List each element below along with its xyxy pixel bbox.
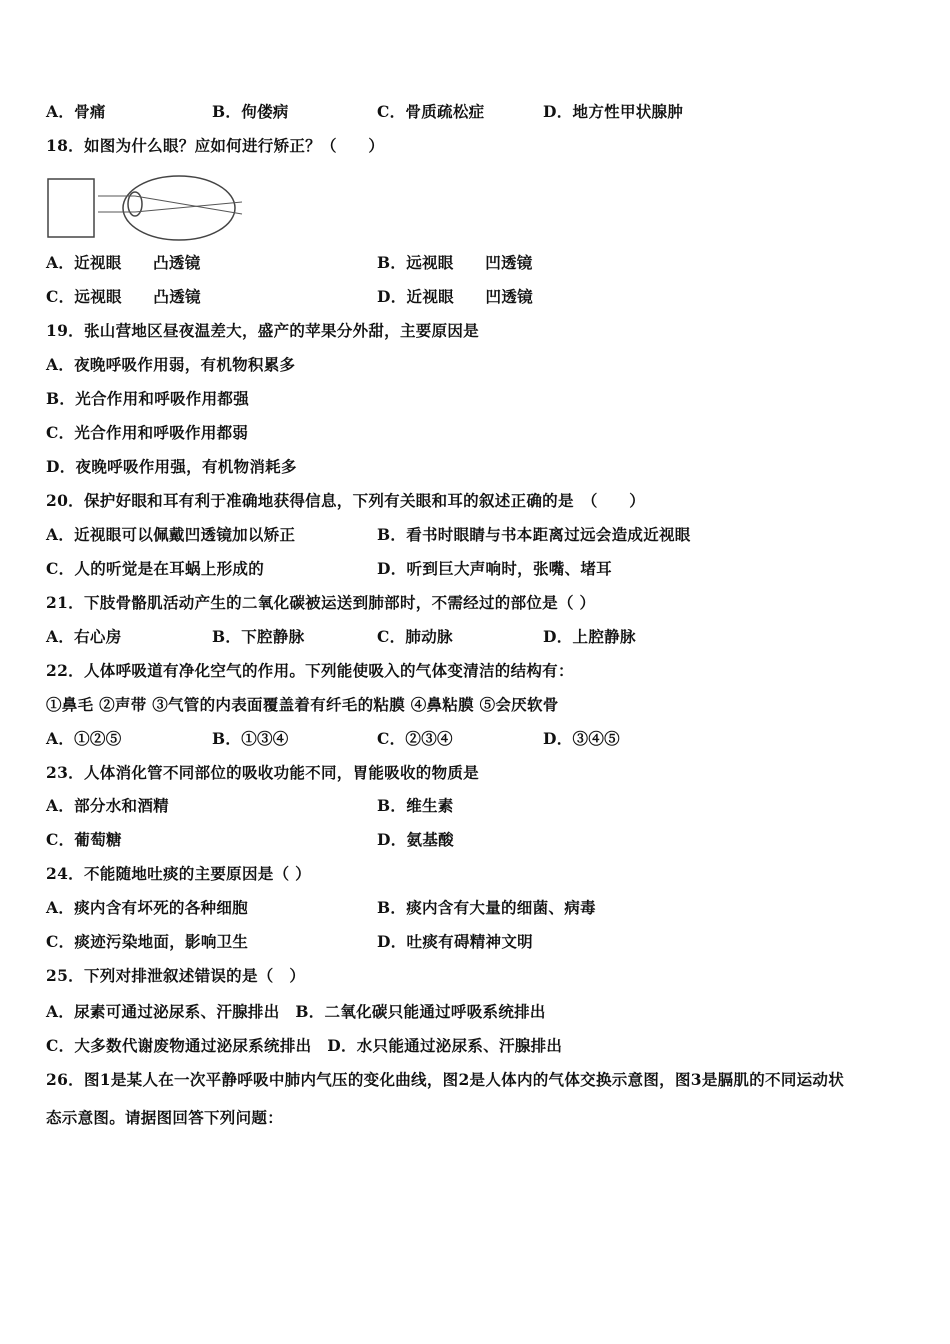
answer-option: D．③④⑤ <box>543 729 620 748</box>
answer-option: B．痰内含有大量的细菌、病毒 <box>377 898 596 917</box>
question-text: 24．不能随地吐痰的主要原因是（ ） <box>46 864 311 883</box>
answer-option: B．佝偻病 <box>212 102 289 121</box>
text-line: A．夜晚呼吸作用弱，有机物积累多 <box>46 355 296 374</box>
question-text: 21．下肢骨骼肌活动产生的二氧化碳被运送到肺部时，不需经过的部位是（ ） <box>46 593 596 612</box>
answer-option: C．肺动脉 <box>377 627 453 646</box>
text-line: C．大多数代谢废物通过泌尿系统排出 D．水只能通过泌尿系、汗腺排出 <box>46 1036 563 1055</box>
question-text: 19．张山营地区昼夜温差大，盛产的苹果分外甜，主要原因是 <box>46 321 479 340</box>
answer-option: A．近视眼可以佩戴凹透镜加以矫正 <box>46 525 296 544</box>
answer-option: B．下腔静脉 <box>212 627 305 646</box>
answer-option: A．①②⑤ <box>46 729 122 748</box>
text-line: B．光合作用和呼吸作用都强 <box>46 389 250 408</box>
answer-option: C．远视眼 凸透镜 <box>46 287 201 306</box>
refracted-ray-2 <box>135 202 242 212</box>
answer-option: B．①③④ <box>212 729 289 748</box>
answer-option: B．远视眼 凹透镜 <box>377 253 533 272</box>
question-text: 22．人体呼吸道有净化空气的作用。下列能使吸入的气体变清洁的结构有： <box>46 661 574 680</box>
answer-option: A．痰内含有坏死的各种细胞 <box>46 898 248 917</box>
answer-option: D．近视眼 凹透镜 <box>377 287 533 306</box>
answer-option: A．骨痛 <box>46 102 106 121</box>
answer-option: D．上腔静脉 <box>543 627 636 646</box>
text-line: A．尿素可通过泌尿系、汗腺排出 B．二氧化碳只能通过呼吸系统排出 <box>46 1002 546 1021</box>
answer-option: C．痰迹污染地面，影响卫生 <box>46 932 249 951</box>
question-text: 18．如图为什么眼？应如何进行矫正？（ ） <box>46 136 385 155</box>
answer-option: C．葡萄糖 <box>46 830 122 849</box>
text-line: C．光合作用和呼吸作用都弱 <box>46 423 249 442</box>
question-text: 26．图1是某人在一次平静呼吸中肺内气压的变化曲线，图2是人体内的气体交换示意图，图3是膈肌的不同运动状 <box>46 1070 845 1089</box>
question-text: 20．保护好眼和耳有利于准确地获得信息，下列有关眼和耳的叙述正确的是 （ ） <box>46 491 646 510</box>
answer-option: C．②③④ <box>377 729 453 748</box>
answer-option: D．氨基酸 <box>377 830 454 849</box>
answer-option: A．近视眼 凸透镜 <box>46 253 201 272</box>
question-text: 25．下列对排泄叙述错误的是（ ） <box>46 966 306 985</box>
answer-option: D．听到巨大声响时，张嘴、堵耳 <box>377 559 612 578</box>
text-line: D．夜晚呼吸作用强，有机物消耗多 <box>46 457 297 476</box>
answer-option: C．骨质疏松症 <box>377 102 485 121</box>
answer-option: B．维生素 <box>377 796 454 815</box>
refracted-ray-1 <box>135 196 242 214</box>
text-line: ①鼻毛 ②声带 ③气管的内表面覆盖着有纤毛的粘膜 ④鼻粘膜 ⑤会厌软骨 <box>46 695 559 714</box>
answer-option: B．看书时眼睛与书本距离过远会造成近视眼 <box>377 525 691 544</box>
question-text: 23．人体消化管不同部位的吸收功能不同，胃能吸收的物质是 <box>46 763 479 782</box>
answer-option: C．人的听觉是在耳蜗上形成的 <box>46 559 265 578</box>
answer-option: A．右心房 <box>46 627 122 646</box>
object-box <box>48 179 94 237</box>
text-line: 态示意图。请据图回答下列问题： <box>46 1108 284 1127</box>
answer-option: D．地方性甲状腺肿 <box>543 102 684 121</box>
answer-option: A．部分水和酒精 <box>46 796 169 815</box>
answer-option: D．吐痰有碍精神文明 <box>377 932 533 951</box>
eye-diagram <box>46 172 246 242</box>
